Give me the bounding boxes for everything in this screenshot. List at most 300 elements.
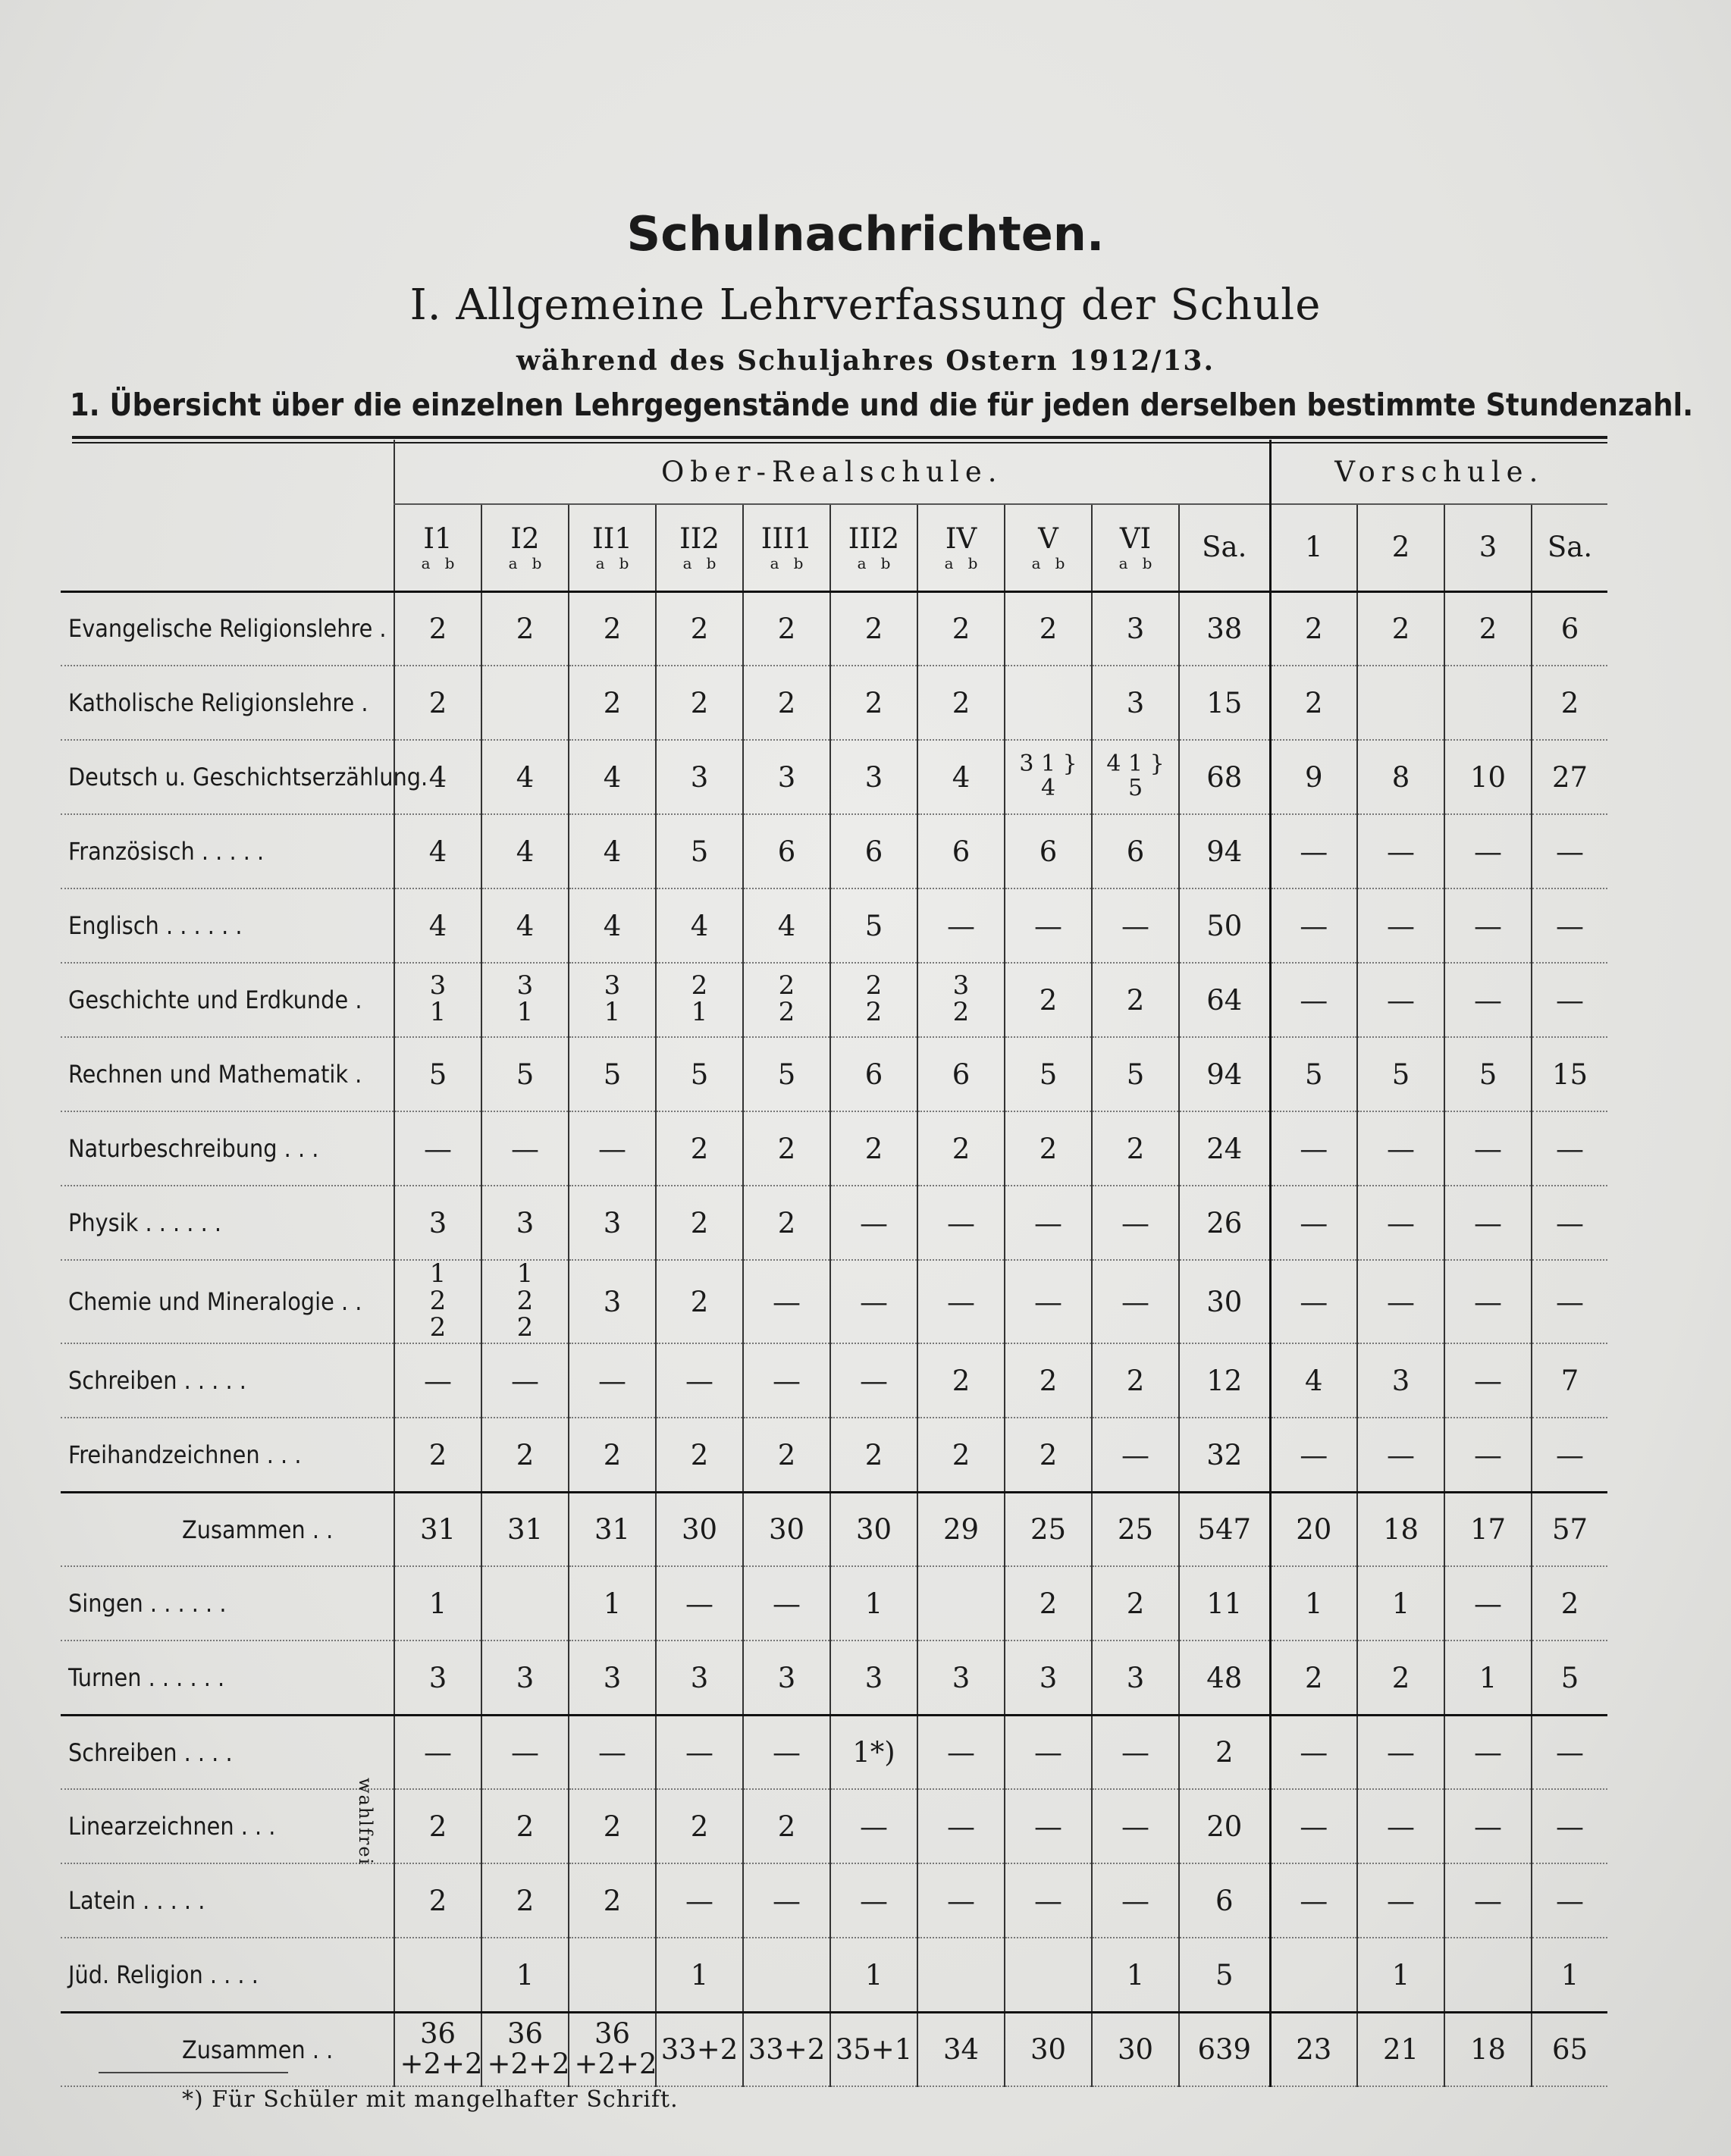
cell-value: 4 (516, 909, 535, 942)
cell-value: — (685, 1364, 713, 1397)
cell-value: 1 (1391, 1958, 1410, 1991)
table-cell (481, 666, 569, 740)
class-header-7 (917, 504, 1005, 591)
cell-value: — (1121, 1285, 1149, 1318)
table-cell (394, 888, 481, 963)
subject-label: Singen . . . . . . (61, 1566, 394, 1641)
lesson-table (61, 440, 1607, 2087)
cell-value: 3 1 (604, 970, 621, 1028)
cell-value: 2 (603, 686, 622, 719)
cell-value: 4 (690, 909, 709, 942)
class-header-label (61, 504, 394, 591)
table-cell (394, 1343, 481, 1418)
cell-value: 15 (1551, 1058, 1588, 1091)
table-cell (481, 1343, 569, 1418)
wahlfrei-note: wahlfrei (355, 1778, 376, 1866)
table-row (61, 1715, 1607, 1789)
table-cell (1179, 1186, 1270, 1260)
cell-value: 64 (1206, 983, 1243, 1017)
table-cell (1270, 888, 1357, 963)
cell-value: 3 (603, 1285, 622, 1318)
subject-label: Schreiben . . . . (61, 1715, 394, 1789)
class-header-6 (830, 504, 917, 591)
table-cell (743, 1641, 830, 1715)
subject-label: Jüd. Religion . . . . (61, 1938, 394, 2012)
class-header-4 (656, 504, 743, 591)
group-ober-realschule: Ober-Realschule. (394, 440, 1270, 504)
table-cell (1532, 888, 1607, 963)
table-cell (743, 1789, 830, 1863)
table-cell (656, 1418, 743, 1492)
cell-value: 2 (777, 1206, 796, 1239)
cell-value: — (947, 1285, 975, 1318)
table-cell (917, 1492, 1005, 1566)
cell-value: — (1387, 1285, 1415, 1318)
cell-value: 2 (952, 686, 971, 719)
cell-value: — (1474, 909, 1502, 942)
table-cell (656, 1111, 743, 1186)
table-cell (830, 1492, 917, 1566)
table-cell (1270, 1566, 1357, 1641)
table-cell (1444, 1789, 1532, 1863)
table-cell (1532, 1418, 1607, 1492)
cell-value: 35+1 (835, 2033, 913, 2067)
cell-value: 4 (516, 835, 535, 868)
class-label: II2 (679, 522, 720, 555)
table-cell (481, 1789, 569, 1863)
cell-value: — (1474, 1132, 1502, 1165)
table-cell (743, 666, 830, 740)
cell-value: — (1300, 983, 1328, 1017)
cell-value: — (1121, 1438, 1149, 1471)
table-cell (481, 1418, 569, 1492)
table-cell (1444, 1037, 1532, 1111)
table-cell (1005, 1260, 1092, 1343)
cell-value: — (947, 909, 975, 942)
table-row (61, 1789, 1607, 1863)
table-cell (743, 814, 830, 888)
cell-value: — (1300, 1884, 1328, 1917)
table-cell (1179, 1343, 1270, 1418)
cell-value: 2 (428, 1810, 447, 1843)
cell-value: 2 (777, 1438, 796, 1471)
cell-value: — (1034, 1206, 1062, 1239)
cell-value: 3 (952, 1661, 971, 1694)
cell-value: — (1387, 909, 1415, 942)
cell-value: — (685, 1884, 713, 1917)
table-cell (394, 1715, 481, 1789)
table-cell (1357, 1418, 1444, 1492)
table-row (61, 814, 1607, 888)
cell-value: 2 (516, 612, 535, 645)
table-cell (1357, 1566, 1444, 1641)
table-cell (569, 963, 656, 1037)
cell-value: — (1474, 1810, 1502, 1843)
table-cell (1179, 1111, 1270, 1186)
table-cell (569, 1260, 656, 1343)
cell-value: 6 (864, 835, 883, 868)
cell-value: 32 (1206, 1438, 1243, 1471)
table-cell (1270, 1037, 1357, 1111)
table-cell (1179, 1641, 1270, 1715)
cell-value: 5 (864, 909, 883, 942)
table-cell (743, 888, 830, 963)
table-cell (1532, 1343, 1607, 1418)
cell-value: — (424, 1736, 452, 1769)
table-cell (830, 1566, 917, 1641)
table-cell (481, 2012, 569, 2086)
table-row (61, 740, 1607, 814)
class-label: VI (1119, 522, 1152, 555)
table-cell (1092, 1037, 1179, 1111)
table-cell (743, 963, 830, 1037)
table-cell (1179, 2012, 1270, 2086)
cell-value: — (1556, 1810, 1585, 1843)
cell-value: 2 (864, 686, 883, 719)
table-cell (1532, 1186, 1607, 1260)
cell-value: 4 (1304, 1364, 1323, 1397)
table-cell (917, 1715, 1005, 1789)
table-cell (1444, 1111, 1532, 1186)
cell-value: 1 (1479, 1661, 1497, 1694)
cell-value: 2 (952, 1132, 971, 1165)
cell-value: — (1556, 1285, 1585, 1318)
table-cell (1532, 2012, 1607, 2086)
table-cell (917, 1938, 1005, 2012)
table-cell (569, 1641, 656, 1715)
cell-value: — (860, 1884, 888, 1917)
table-cell (656, 1938, 743, 2012)
cell-value: — (773, 1285, 801, 1318)
cell-value: 2 (1126, 1364, 1145, 1397)
subject-label: Linearzeichnen . . . (61, 1789, 394, 1863)
cell-value: 3 (1391, 1364, 1410, 1397)
page-title: Schulnachrichten. (626, 206, 1105, 262)
table-cell (656, 1186, 743, 1260)
table-cell (1092, 740, 1179, 814)
cell-value: — (860, 1206, 888, 1239)
subject-label: Zusammen . . (61, 2012, 394, 2086)
cell-value: — (1474, 1587, 1502, 1620)
class-label: 2 (1391, 530, 1410, 563)
cell-value: — (1034, 909, 1062, 942)
table-cell (1270, 1938, 1357, 2012)
cell-value: 2 (603, 612, 622, 645)
cell-value: 3 (428, 1661, 447, 1694)
cell-value: 4 (952, 760, 971, 794)
table-cell (1270, 1863, 1357, 1938)
cell-value: 6 (952, 1058, 971, 1091)
cell-value: 30 (768, 1513, 805, 1546)
cell-value: 3 1 (516, 970, 534, 1028)
table-cell (830, 1343, 917, 1418)
table-cell (1357, 1641, 1444, 1715)
table-cell (394, 1492, 481, 1566)
cell-value: 4 (603, 760, 622, 794)
table-row (61, 591, 1607, 666)
table-cell (830, 1111, 917, 1186)
cell-value: — (1034, 1884, 1062, 1917)
table-cell (1270, 963, 1357, 1037)
table-cell (1444, 591, 1532, 666)
table-cell (1444, 963, 1532, 1037)
cell-value: — (1474, 1884, 1502, 1917)
cell-value: 23 (1296, 2033, 1332, 2067)
table-cell (830, 1715, 917, 1789)
subject-label: Physik . . . . . . (61, 1186, 394, 1260)
heading-rule (72, 436, 1607, 439)
cell-value: 20 (1296, 1513, 1332, 1546)
cell-value: 33+2 (748, 2033, 826, 2067)
table-row (61, 1863, 1607, 1938)
table-cell (1005, 1111, 1092, 1186)
table-cell (1444, 1186, 1532, 1260)
table-cell (1092, 1343, 1179, 1418)
table-cell (656, 2012, 743, 2086)
table-cell (1005, 2012, 1092, 2086)
table-cell (481, 1111, 569, 1186)
table-cell (481, 1492, 569, 1566)
cell-value: 2 1 (691, 970, 708, 1028)
table-cell (1092, 1566, 1179, 1641)
table-row (61, 888, 1607, 963)
cell-value: 5 (1479, 1058, 1497, 1091)
cell-value: 2 (428, 686, 447, 719)
cell-value: 2 (603, 1438, 622, 1471)
cell-value: — (1300, 835, 1328, 868)
table-cell (569, 1186, 656, 1260)
table-cell (1092, 2012, 1179, 2086)
cell-value: 2 (1039, 1438, 1058, 1471)
class-ab-label: a b (1031, 553, 1065, 572)
class-ab-label: a b (1118, 553, 1152, 572)
cell-value: 10 (1469, 760, 1507, 794)
table-cell (830, 1037, 917, 1111)
cell-value: — (1034, 1810, 1062, 1843)
table-cell (1092, 1863, 1179, 1938)
table-cell (1357, 1789, 1444, 1863)
cell-value: 2 2 (778, 970, 795, 1028)
cell-value: 3 (516, 1661, 535, 1694)
cell-value: — (1387, 1132, 1415, 1165)
cell-value: 639 (1197, 2033, 1252, 2067)
table-row (61, 666, 1607, 740)
cell-value: 3 (603, 1206, 622, 1239)
table-cell (917, 740, 1005, 814)
table-cell (1357, 963, 1444, 1037)
table-cell (481, 1938, 569, 2012)
cell-value: 2 (1560, 1587, 1579, 1620)
cell-value: 2 (1126, 1587, 1145, 1620)
cell-value: 2 (428, 1438, 447, 1471)
table-cell (1532, 963, 1607, 1037)
table-cell (1179, 666, 1270, 740)
subject-label: Schreiben . . . . . (61, 1343, 394, 1418)
table-cell (656, 1715, 743, 1789)
cell-value: 2 (603, 1810, 622, 1843)
cell-value: 30 (1206, 1285, 1243, 1318)
table-cell (1179, 1938, 1270, 2012)
cell-value: 31 (506, 1513, 544, 1546)
table-cell (1532, 1863, 1607, 1938)
cell-value: 2 (952, 612, 971, 645)
cell-value: — (1121, 1206, 1149, 1239)
table-cell (830, 1789, 917, 1863)
table-row (61, 1938, 1607, 2012)
cell-value: 1 (1391, 1587, 1410, 1620)
table-cell (1092, 1260, 1179, 1343)
table-cell (569, 814, 656, 888)
table-cell (1179, 740, 1270, 814)
table-cell (394, 1111, 481, 1186)
cell-value: 20 (1206, 1810, 1243, 1843)
table-cell (917, 1641, 1005, 1715)
table-cell (743, 1566, 830, 1641)
cell-value: — (1121, 909, 1149, 942)
cell-value: 38 (1206, 612, 1243, 645)
cell-value: 21 (1382, 2033, 1419, 2067)
class-ab-label: a b (944, 553, 978, 572)
table-cell (1444, 1715, 1532, 1789)
table-cell (917, 1418, 1005, 1492)
class-ab-label: a b (595, 553, 629, 572)
cell-value: 2 (1304, 1661, 1323, 1694)
table-cell (917, 1111, 1005, 1186)
cell-value: 3 (1039, 1661, 1058, 1694)
cell-value: 6 (1039, 835, 1058, 868)
table-cell (569, 1037, 656, 1111)
table-cell (1005, 1938, 1092, 2012)
cell-value: 3 (428, 1206, 447, 1239)
table-cell (569, 1492, 656, 1566)
cell-value: 2 (690, 1810, 709, 1843)
table-cell (743, 1186, 830, 1260)
table-cell (569, 888, 656, 963)
group-vorschule: Vorschule. (1270, 440, 1607, 504)
table-cell (743, 1715, 830, 1789)
cell-value: — (1387, 1206, 1415, 1239)
cell-value: — (1556, 835, 1585, 868)
class-label: IV (945, 522, 977, 555)
table-cell (481, 1260, 569, 1343)
cell-value: 2 (864, 1438, 883, 1471)
table-cell (1005, 1343, 1092, 1418)
table-cell (1092, 1418, 1179, 1492)
subject-label: Deutsch u. Geschichtserzählung. (61, 740, 394, 814)
table-cell (1092, 591, 1179, 666)
cell-value: — (1121, 1736, 1149, 1769)
cell-value: 3 2 (952, 970, 970, 1028)
class-label: III1 (760, 522, 813, 555)
table-cell (1005, 814, 1092, 888)
table-cell (743, 591, 830, 666)
table-cell (917, 963, 1005, 1037)
cell-value: 68 (1206, 760, 1243, 794)
cell-value: 4 (428, 835, 447, 868)
table-cell (656, 666, 743, 740)
cell-value: 11 (1206, 1587, 1243, 1620)
cell-value: 5 (603, 1058, 622, 1091)
table-cell (1444, 1418, 1532, 1492)
cell-value: 2 (1304, 686, 1323, 719)
cell-value: 3 (864, 1661, 883, 1694)
table-cell (830, 1186, 917, 1260)
cell-value: — (1474, 983, 1502, 1017)
table-cell (1532, 1260, 1607, 1343)
cell-value: 6 (777, 835, 796, 868)
table-cell (656, 591, 743, 666)
cell-value: 30 (1117, 2033, 1154, 2067)
cell-value: 3 (690, 760, 709, 794)
table-cell (917, 888, 1005, 963)
table-cell (394, 1863, 481, 1938)
table-cell (1005, 740, 1092, 814)
cell-value: 3 (777, 1661, 796, 1694)
table-cell (743, 1863, 830, 1938)
cell-value: — (1474, 1364, 1502, 1397)
class-header-12 (1357, 504, 1444, 591)
cell-value: — (598, 1132, 626, 1165)
cell-value: 24 (1206, 1132, 1243, 1165)
cell-value: 18 (1469, 2033, 1507, 2067)
table-cell (743, 1260, 830, 1343)
cell-value: 2 (690, 1285, 709, 1318)
cell-value: — (424, 1364, 452, 1397)
table-cell (1179, 963, 1270, 1037)
cell-value: — (1034, 1736, 1062, 1769)
cell-value: 6 (952, 835, 971, 868)
table-cell (569, 2012, 656, 2086)
table-cell (917, 1343, 1005, 1418)
table-cell (1532, 1789, 1607, 1863)
class-ab-label: a b (857, 553, 891, 572)
table-cell (569, 1789, 656, 1863)
class-header-1 (394, 504, 481, 591)
table-cell (656, 740, 743, 814)
cell-value: 2 (1215, 1736, 1234, 1769)
class-label: II1 (592, 522, 632, 555)
cell-value: 26 (1206, 1206, 1243, 1239)
table-cell (1357, 1715, 1444, 1789)
table-cell (917, 814, 1005, 888)
cell-value: 5 (428, 1058, 447, 1091)
table-cell (1444, 1492, 1532, 1566)
table-cell (1357, 666, 1444, 740)
cell-value: 4 (777, 909, 796, 942)
table-cell (1005, 1418, 1092, 1492)
table-cell (1270, 1789, 1357, 1863)
school-year: während des Schuljahres Ostern 1912/13. (516, 345, 1215, 377)
table-cell (1357, 1111, 1444, 1186)
table-cell (1092, 1111, 1179, 1186)
cell-value: 5 (1039, 1058, 1058, 1091)
class-label: Sa. (1547, 530, 1593, 563)
cell-value: 5 (777, 1058, 796, 1091)
table-cell (1092, 888, 1179, 963)
cell-value: 1 (864, 1587, 883, 1620)
cell-value: — (1474, 1438, 1502, 1471)
cell-value: — (860, 1810, 888, 1843)
class-header-2 (481, 504, 569, 591)
table-cell (1270, 1641, 1357, 1715)
cell-value: 6 (864, 1058, 883, 1091)
cell-value: 30 (681, 1513, 718, 1546)
table-cell (1005, 591, 1092, 666)
cell-value: 3 (516, 1206, 535, 1239)
table-cell (1357, 740, 1444, 814)
class-header-5 (743, 504, 830, 591)
table-cell (917, 1789, 1005, 1863)
